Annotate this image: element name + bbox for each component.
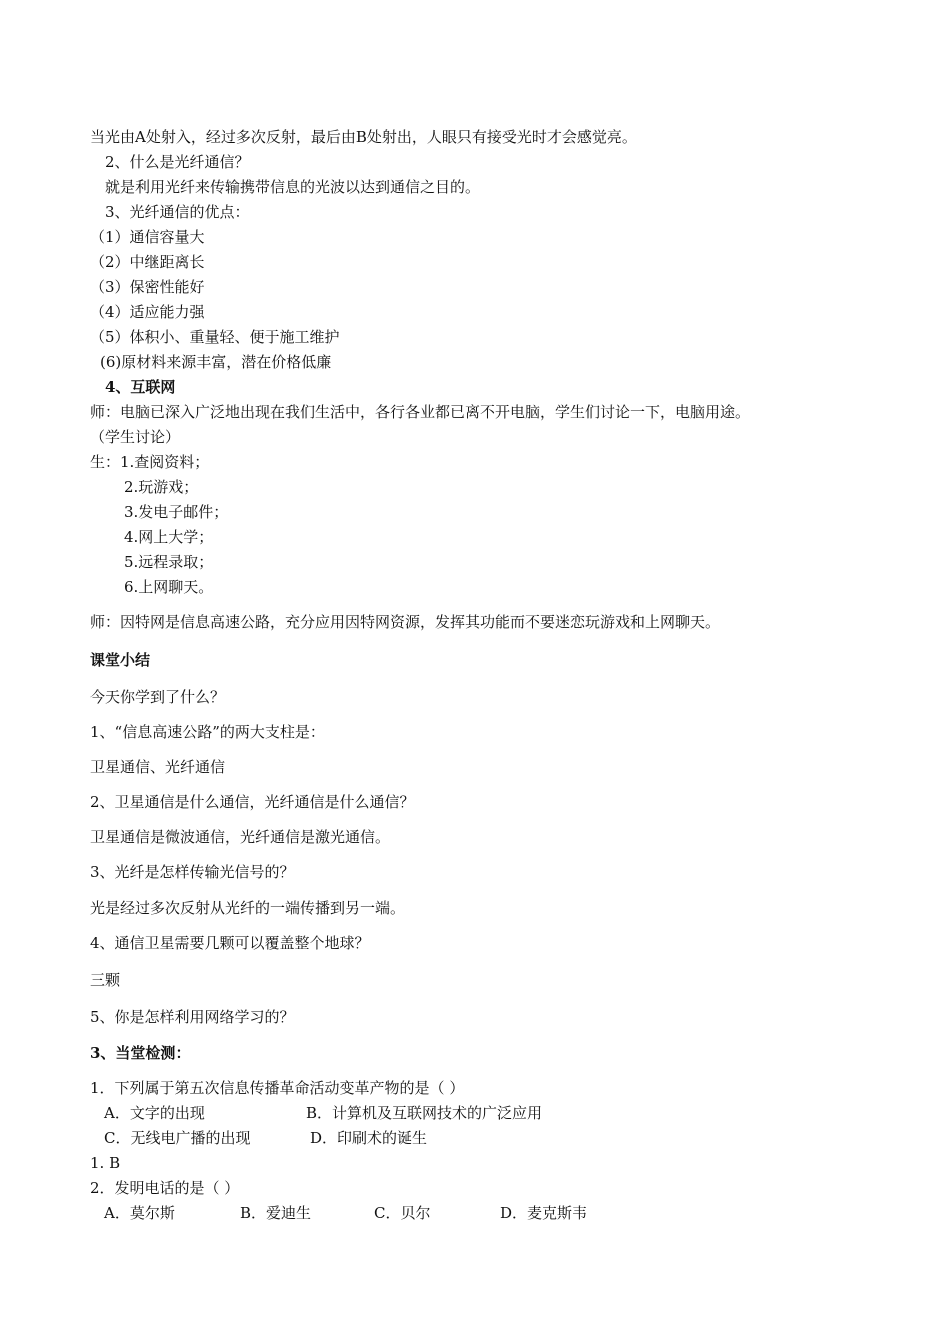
option-2c: C．贝尔 xyxy=(374,1204,431,1222)
list-item: 生：1.查阅资料； xyxy=(90,453,210,471)
option-2a: A．莫尔斯 xyxy=(104,1204,175,1222)
question-line: 5、你是怎样利用网络学习的？ xyxy=(90,1008,295,1026)
answer-line: 卫星通信、光纤通信 xyxy=(90,758,226,776)
text-line: 当光由A处射入，经过多次反射，最后由B处射出，人眼只有接受光时才会感觉亮。 xyxy=(90,128,637,146)
section-heading-summary: 课堂小结 xyxy=(90,651,151,669)
answer-1: 1. B xyxy=(90,1154,121,1172)
answer-line: 三颗 xyxy=(90,971,121,989)
question-2: 2．发明电话的是（ ） xyxy=(90,1179,240,1197)
list-item: 5.远程录取； xyxy=(124,553,214,571)
list-item: （5）体积小、重量轻、便于施工维护 xyxy=(90,328,340,346)
answer-line: 光是经过多次反射从光纤的一端传播到另一端。 xyxy=(90,899,406,917)
list-item: 2.玩游戏； xyxy=(124,478,199,496)
option-1c: C．无线电广播的出现 xyxy=(104,1129,251,1147)
question-1: 1．下列属于第五次信息传播革命活动变革产物的是（ ） xyxy=(90,1079,465,1097)
list-item: (6)原材料来源丰富，潜在价格低廉 xyxy=(100,353,332,371)
text-line: 今天你学到了什么？ xyxy=(90,688,226,706)
question-line: 2、卫星通信是什么通信，光纤通信是什么通信？ xyxy=(90,793,415,811)
list-item: 3.发电子邮件； xyxy=(124,503,229,521)
list-item: （4）适应能力强 xyxy=(90,303,205,321)
section-heading-internet: 4、互联网 xyxy=(105,378,176,396)
question-line: 1、“信息高速公路”的两大支柱是： xyxy=(90,723,325,741)
option-1b: B．计算机及互联网技术的广泛应用 xyxy=(306,1104,543,1122)
option-2b: B．爱迪生 xyxy=(240,1204,312,1222)
text-line: 就是利用光纤来传输携带信息的光波以达到通信之目的。 xyxy=(105,178,481,196)
section-heading-test: 3、当堂检测： xyxy=(90,1044,191,1062)
option-1a: A．文字的出现 xyxy=(104,1104,205,1122)
answer-line: 卫星通信是微波通信，光纤通信是激光通信。 xyxy=(90,828,391,846)
list-item: （2）中继距离长 xyxy=(90,253,205,271)
option-2d: D．麦克斯韦 xyxy=(500,1204,588,1222)
question-line: 3、光纤是怎样传输光信号的？ xyxy=(90,863,295,881)
heading-what-is-fiber: 2、什么是光纤通信？ xyxy=(105,153,250,171)
list-item: 4.网上大学； xyxy=(124,528,214,546)
list-item: （1）通信容量大 xyxy=(90,228,205,246)
option-1d: D．印刷术的诞生 xyxy=(310,1129,428,1147)
heading-fiber-advantages: 3、光纤通信的优点： xyxy=(105,203,250,221)
list-item: （3）保密性能好 xyxy=(90,278,205,296)
question-line: 4、通信卫星需要几颗可以覆盖整个地球？ xyxy=(90,934,370,952)
text-line: 师：因特网是信息高速公路，充分应用因特网资源，发挥其功能而不要迷恋玩游戏和上网聊天。 xyxy=(90,613,721,631)
list-item: 6.上网聊天。 xyxy=(124,578,214,596)
text-line: （学生讨论） xyxy=(90,428,181,446)
text-line: 师：电脑已深入广泛地出现在我们生活中，各行各业都已离不开电脑，学生们讨论一下，电脑用途。 xyxy=(90,403,751,421)
